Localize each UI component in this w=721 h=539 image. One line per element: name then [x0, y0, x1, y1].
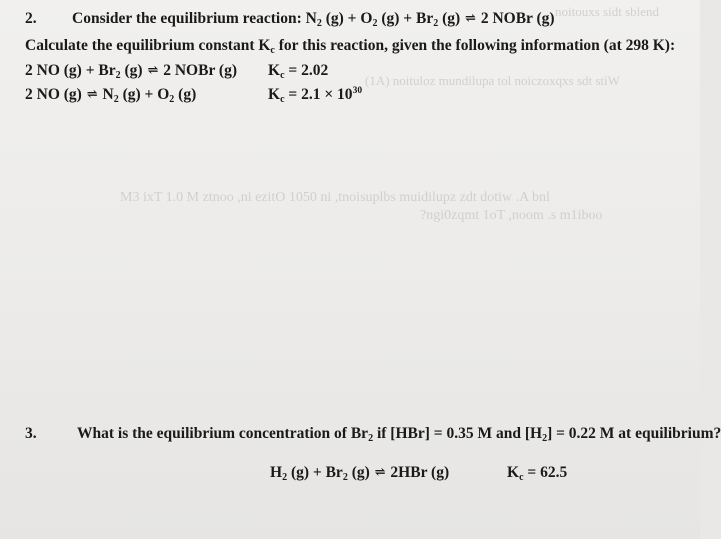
- k-sub: c: [280, 94, 285, 105]
- equilibrium-arrow-icon: ⇌: [147, 62, 159, 77]
- question-2-number: 2.: [25, 10, 37, 27]
- k-value: = 2.02: [284, 62, 329, 79]
- k-value: = 2.1 × 10: [284, 86, 353, 103]
- k-sub: c: [519, 472, 524, 483]
- instruction-sub: c: [270, 45, 275, 56]
- k-symbol: K: [268, 62, 281, 79]
- question-2-instruction: [25, 37, 675, 56]
- given-reaction-2: 2 NO (g) ⇌ $N_2$ $(g) + O_2$ (g): [25, 86, 197, 105]
- question-3-reaction: $H_2$ $(g) + Br_2$ (g) ⇌ 2HBr (g): [270, 464, 450, 483]
- k-exponent: 30: [352, 86, 363, 96]
- question-sub: 2: [542, 433, 548, 444]
- equilibrium-arrow-icon: ⇌: [465, 10, 476, 25]
- bleed-through-text: noitouxs sidt sblend: [555, 4, 660, 19]
- given-reaction-1: 2 NO $(g) + Br_2$ (g) ⇌ 2 NOBr (g): [25, 62, 237, 81]
- instruction-tail: for this reaction, given the following information (at 298 K):: [274, 37, 676, 54]
- bleed-through-text: (1A) noituloz mundilupa tol noiczoxqxs sdt stiW: [365, 73, 620, 88]
- question-sub: 2: [368, 433, 374, 444]
- question-3-text: [77, 425, 721, 444]
- k-sub: c: [280, 70, 285, 81]
- bleed-through-text: ?ngi0zqmt 1oT ,noom .s m1iboo: [420, 208, 603, 223]
- k-symbol: K: [268, 86, 281, 103]
- k-symbol: K: [507, 464, 520, 481]
- question-3-k: [507, 464, 567, 483]
- given-reaction-1-k: [268, 62, 328, 81]
- question-text: What is the equilibrium concentration of Br: [77, 425, 369, 442]
- bleed-through-text: M3 ixT 1.0 M ztnoo ,ni ezitO 1050 ni ,tnoisuplbs muidilupz zdt dotiw .A bnl: [120, 190, 550, 205]
- question-2-intro: Consider the equilibrium reaction:: [72, 10, 302, 27]
- given-reaction-2-k: [268, 86, 362, 105]
- equilibrium-arrow-icon: ⇌: [86, 86, 98, 101]
- k-value: = 62.5: [523, 464, 568, 481]
- question-mid: if [HBr] = 0.35 M and [H: [373, 425, 543, 442]
- question-tail: ] = 0.22 M at equilibrium?: [547, 425, 721, 442]
- question-2-reaction: Consider the equilibrium reaction: $N_2$ $(g) + O_2$ $(g) + Br_2$ (g) ⇌ 2 NOBr (g): [72, 10, 555, 29]
- question-3-number: 3.: [25, 425, 37, 442]
- equilibrium-arrow-icon: ⇌: [374, 464, 386, 479]
- instruction-text: Calculate the equilibrium constant K: [25, 37, 271, 54]
